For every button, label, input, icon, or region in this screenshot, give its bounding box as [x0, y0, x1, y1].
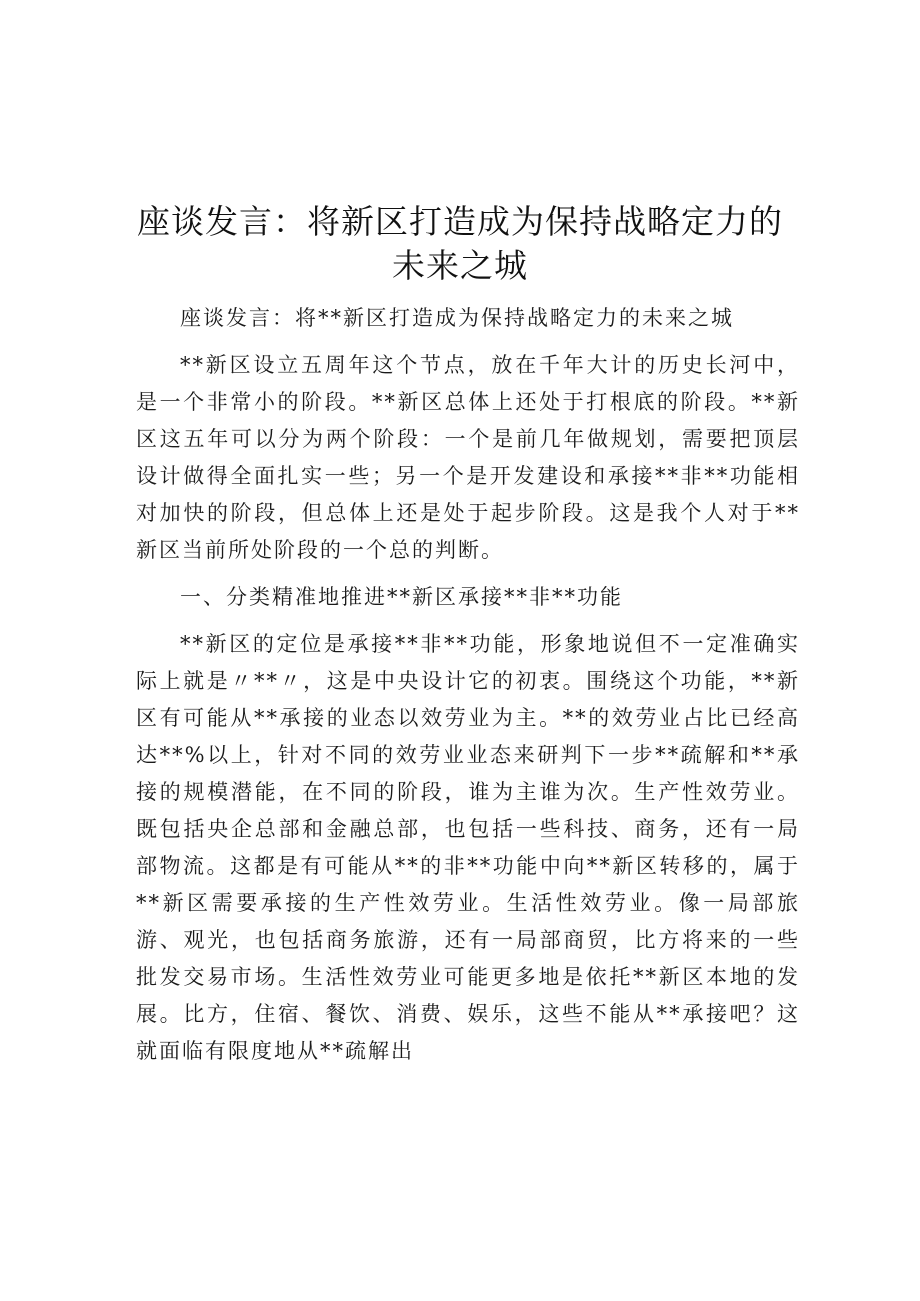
paragraph-subtitle: 座谈发言：将**新区打造成为保持战略定力的未来之城 [180, 306, 734, 330]
title-line-2: 未来之城 [392, 246, 528, 285]
section-heading-1: 一、分类精准地推进**新区承接**非**功能 [180, 585, 623, 609]
title-line-1: 座谈发言：将新区打造成为保持战略定力的 [137, 202, 783, 241]
paragraph-section-1: **新区的定位是承接**非**功能，形象地说但不一定准确实际上就是〃**〃，这是中央设计它的初衷。围绕这个功能，**新区有可能从**承接的业态以效劳业为主。**的效劳业占比已经高达**%以上，针对不同的效劳业业态来研判下一步**疏解和**承接的规模潜能，在不同的阶段，谁为主谁为次。生产性效劳业。既包括央企总部和金融总部，也包括一些科技、商务，还有一局部物流。这都是有可能从**的非**功能中向**新区转移的，属于**新区需要承接的生产性效劳业。生活性效劳业。像一局部旅游、观光，也包括商务旅游，还有一局部商贸，比方将来的一些批发交易市场。生活性效劳业可能更多地是依托**新区本地的发展。比方，住宿、餐饮、消费、娱乐，这些不能从**承接吧？这就面临有限度地从**疏解出 [136, 632, 800, 1063]
paragraph-intro: **新区设立五周年这个节点，放在千年大计的历史长河中，是一个非常小的阶段。**新区总体上还处于打根底的阶段。**新区这五年可以分为两个阶段：一个是前几年做规划，需要把顶层设计做得全面扎实一些；另一个是开发建设和承接**非**功能相对加快的阶段，但总体上还是处于起步阶段。这是我个人对于**新区当前所处阶段的一个总的判断。 [136, 353, 800, 562]
document-title [130, 200, 790, 288]
document-body [136, 300, 800, 1080]
